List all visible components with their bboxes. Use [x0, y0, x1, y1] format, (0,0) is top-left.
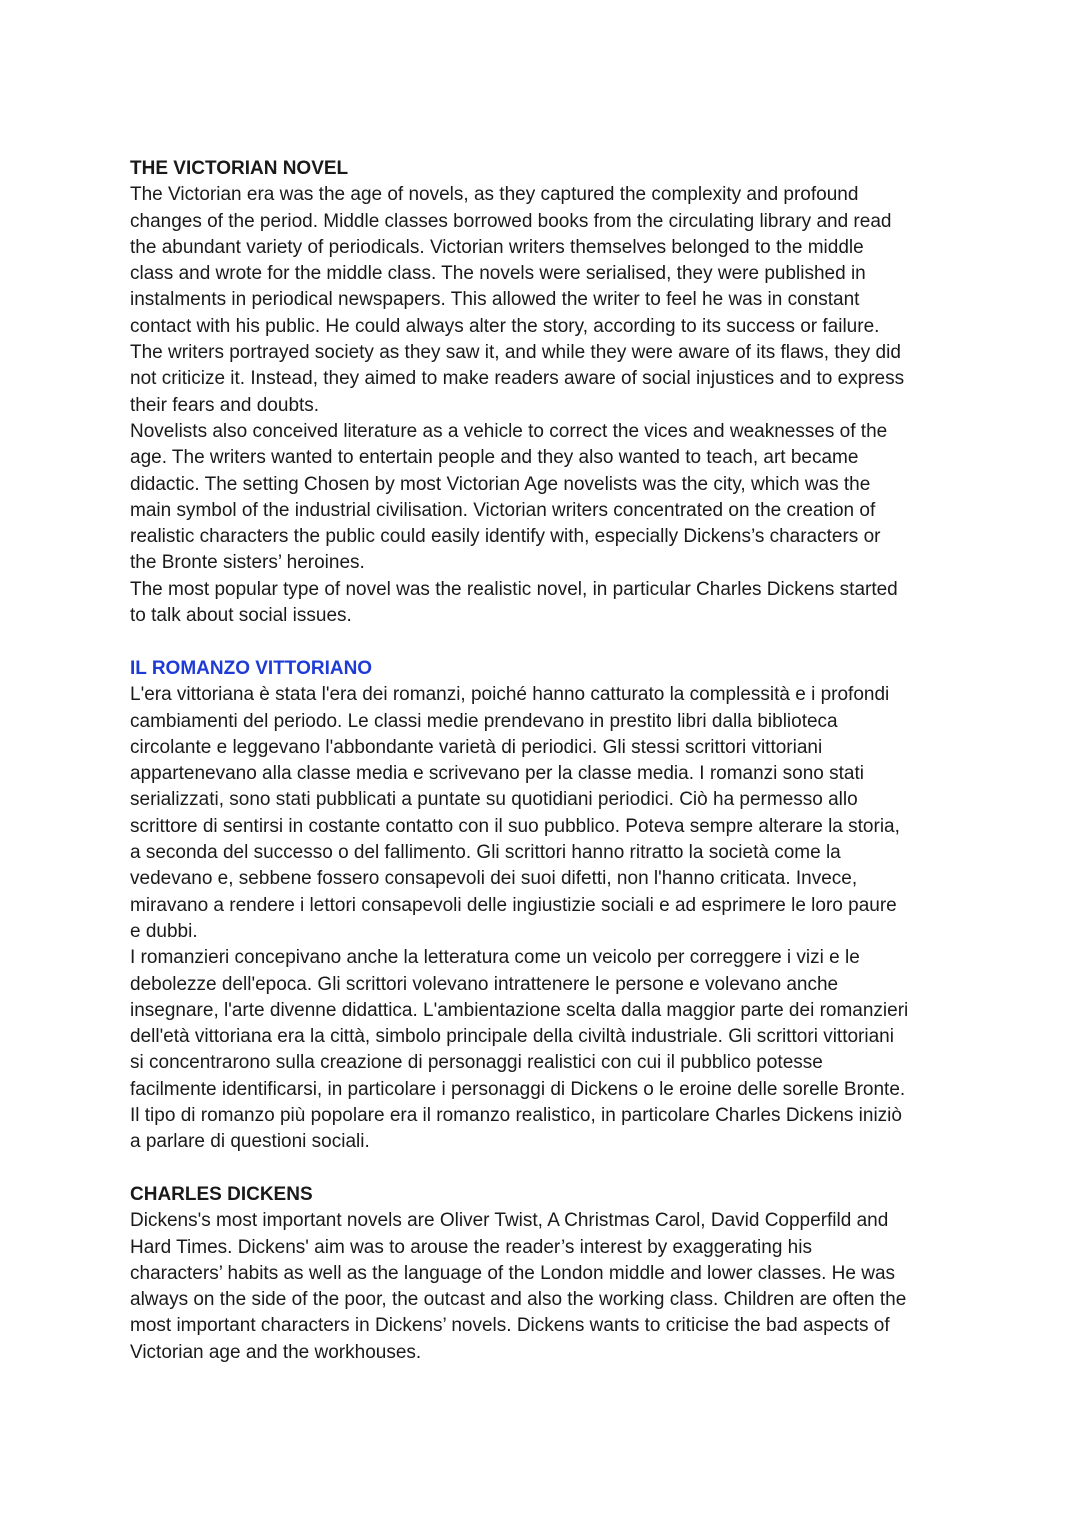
paragraph-line: the Bronte sisters’ heroines. [130, 552, 365, 574]
section-charles-dickens [130, 1182, 960, 1366]
paragraph-line: Victorian age and the workhouses. [130, 1341, 422, 1363]
paragraph-line: age. The writers wanted to entertain people and they also wanted to teach, art became [130, 447, 859, 469]
paragraph-line: didactic. The setting Chosen by most Victorian Age novelists was the city, which was the [130, 473, 871, 495]
paragraph-line: insegnare, l'arte divenne didattica. L'ambientazione scelta dalla maggior parte dei romanzieri [130, 999, 909, 1021]
paragraph-line: Novelists also conceived literature as a vehicle to correct the vices and weaknesses of the [130, 420, 888, 442]
section-heading: CHARLES DICKENS [130, 1184, 313, 1205]
paragraph-line: changes of the period. Middle classes borrowed books from the circulating library and read [130, 210, 892, 232]
paragraph-line: The Victorian era was the age of novels, as they captured the complexity and profound [130, 184, 859, 206]
paragraph-line: realistic characters the public could easily identify with, especially Dickens’s characters or [130, 526, 881, 548]
paragraph-line: the abundant variety of periodicals. Victorian writers themselves belonged to the middle [130, 236, 864, 258]
paragraph-line: facilmente identificarsi, in particolare i personaggi di Dickens o le eroine delle sorelle Bronte. [130, 1078, 906, 1100]
paragraph-line: most important characters in Dickens’ novels. Dickens wants to criticise the bad aspects of [130, 1315, 890, 1337]
paragraph-line: serializzati, sono stati pubblicati a puntate su quotidiani periodici. Ciò ha permesso allo [130, 789, 858, 811]
section-victorian-novel [130, 156, 960, 629]
paragraph-line: cambiamenti del periodo. Le classi medie prendevano in prestito libri dalla biblioteca [130, 710, 838, 732]
paragraph-line: dell'età vittoriana era la città, simbolo principale della civiltà industriale. Gli scrittori vittoriani [130, 1026, 894, 1048]
paragraph-line: appartenevano alla classe media e scrivevano per la classe media. I romanzi sono stati [130, 763, 864, 785]
paragraph-line: their fears and doubts. [130, 394, 320, 416]
section-heading: IL ROMANZO VITTORIANO [130, 658, 373, 679]
paragraph-line: circolante e leggevano l'abbondante varietà di periodici. Gli stessi scrittori vittoriani [130, 736, 823, 758]
paragraph-line: scrittore di sentirsi in costante contatto con il suo pubblico. Poteva sempre alterare la storia, [130, 815, 900, 837]
paragraph-line: Dickens's most important novels are Oliver Twist, A Christmas Carol, David Copperfild and [130, 1210, 889, 1232]
paragraph-line: The most popular type of novel was the realistic novel, in particular Charles Dickens started [130, 578, 898, 600]
paragraph-line: main symbol of the industrial civilisation. Victorian writers concentrated on the creation of [130, 499, 876, 521]
paragraph-line: L'era vittoriana è stata l'era dei romanzi, poiché hanno catturato la complessità e i profondi [130, 684, 890, 706]
paragraph-line: contact with his public. He could always alter the story, according to its success or failure. [130, 315, 880, 337]
paragraph-line: debolezze dell'epoca. Gli scrittori volevano intrattenere le persone e volevano anche [130, 973, 839, 995]
section-heading: THE VICTORIAN NOVEL [130, 158, 349, 179]
paragraph-line: always on the side of the poor, the outcast and also the working class. Children are often the [130, 1289, 907, 1311]
paragraph-line: a seconda del successo o del fallimento. Gli scrittori hanno ritratto la società come la [130, 842, 841, 864]
paragraph-line: e dubbi. [130, 920, 198, 942]
paragraph-line: I romanzieri concepivano anche la letteratura come un veicolo per correggere i vizi e le [130, 947, 860, 969]
paragraph-line: instalments in periodical newspapers. This allowed the writer to feel he was in constant [130, 289, 860, 311]
paragraph-line: Il tipo di romanzo più popolare era il romanzo realistico, in particolare Charles Dickens iniziò [130, 1105, 902, 1127]
section-romanzo-vittoriano [130, 656, 960, 1156]
paragraph-line: The writers portrayed society as they saw it, and while they were aware of its flaws, they did [130, 342, 901, 364]
paragraph-line: miravano a rendere i lettori consapevoli delle ingiustizie sociali e ad esprimere le loro paure [130, 894, 897, 916]
paragraph-line: Hard Times. Dickens' aim was to arouse the reader’s interest by exaggerating his [130, 1236, 812, 1258]
paragraph-line: to talk about social issues. [130, 605, 352, 627]
paragraph-line: vedevano e, sebbene fossero consapevoli dei suoi difetti, non l'hanno criticata. Invece, [130, 868, 858, 890]
paragraph-line: a parlare di questioni sociali. [130, 1131, 370, 1153]
paragraph-line: not criticize it. Instead, they aimed to make readers aware of social injustices and to express [130, 368, 905, 390]
paragraph-line: si concentrarono sulla creazione di personaggi realistici con cui il pubblico potesse [130, 1052, 823, 1074]
paragraph-line: characters’ habits as well as the language of the London middle and lower classes. He was [130, 1262, 896, 1284]
paragraph-line: class and wrote for the middle class. The novels were serialised, they were published in [130, 263, 866, 285]
